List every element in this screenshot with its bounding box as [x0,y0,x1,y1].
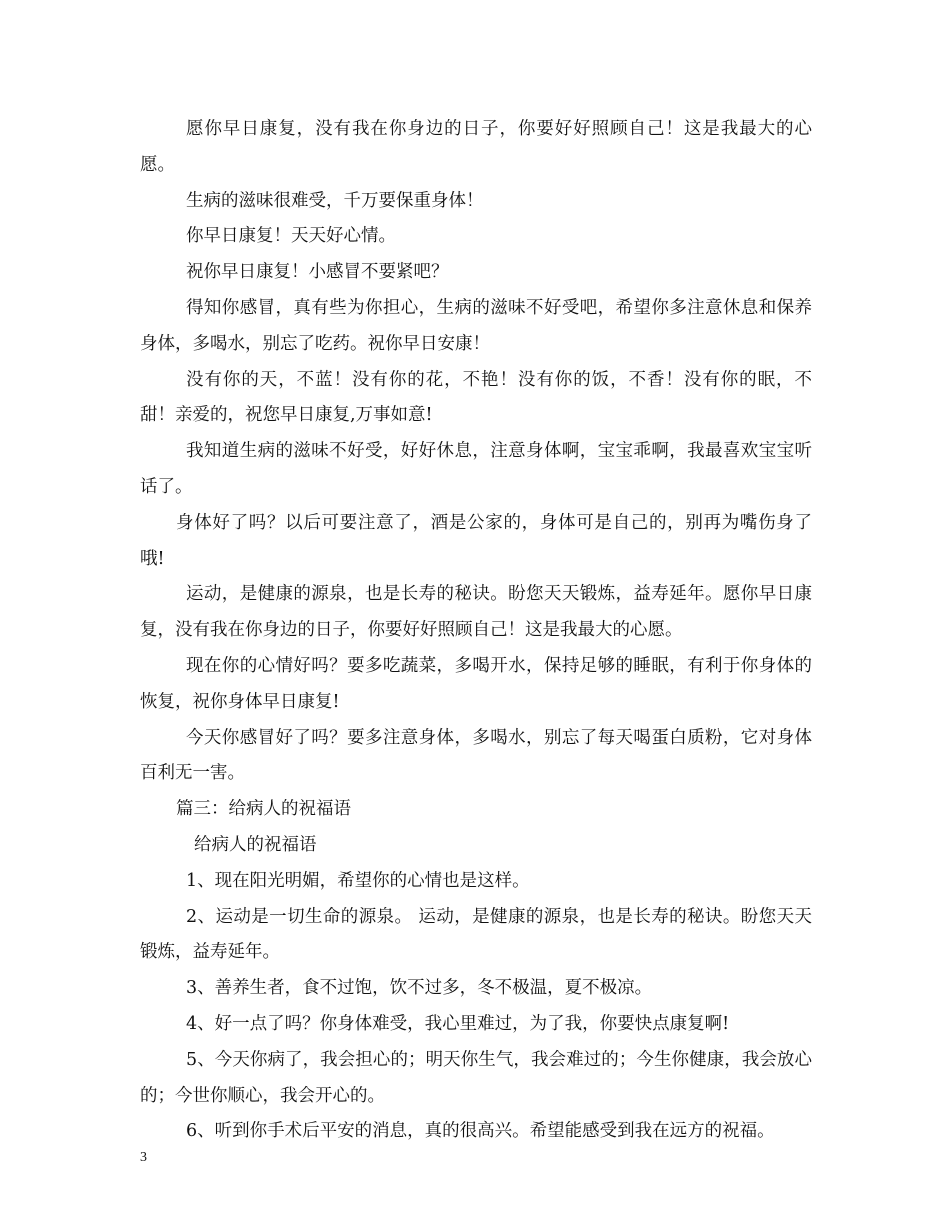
paragraph-5: 得知你感冒，真有些为你担心，生病的滋味不好受吧，希望你多注意休息和保养身体，多喝水，别忘了吃药。祝你早日安康！ [140,297,812,354]
paragraph-2: 生病的滋味很难受，千万要保重身体！ [186,190,484,211]
paragraph-4: 祝你早日康复！小感冒不要紧吧？ [186,262,449,283]
list-item-6: 6、听到你手术后平安的消息，真的很高兴。希望能感受到我在远方的祝福。 [186,1121,775,1142]
paragraph-9: 运动，是健康的源泉，也是长寿的秘诀。盼您天天锻炼，益寿延年。愿你早日康复，没有我在你身边的日子，你要好好照顾自己！这是我最大的心愿。 [140,584,812,641]
paragraph-7: 我知道生病的滋味不好受，好好休息，注意身体啊，宝宝乖啊，我最喜欢宝宝听话了。 [140,441,812,497]
section-title: 给病人的祝福语 [194,834,317,855]
paragraph-11: 今天你感冒好了吗？要多注意身体，多喝水，别忘了每天喝蛋白质粉，它对身体百利无一害。 [140,727,812,784]
list-item-1: 1、现在阳光明媚，希望你的心情也是这样。 [186,870,530,891]
section-heading: 篇三：给病人的祝福语 [176,799,351,820]
paragraph-8: 身体好了吗？以后可要注意了，酒是公家的，身体可是自己的，别再为嘴伤身了哦! [140,512,812,569]
paragraph-3: 你早日康复！天天好心情。 [186,226,396,247]
list-item-4: 4、好一点了吗？你身体难受，我心里难过，为了我，你要快点康复啊! [186,1013,730,1034]
page-number: 3 [140,1150,147,1165]
document-body [140,112,812,1150]
list-item-3: 3、善养生者，食不过饱，饮不过多，冬不极温，夏不极凉。 [186,978,653,999]
paragraph-1: 愿你早日康复，没有我在你身边的日子，你要好好照顾自己！这是我最大的心愿。 [140,119,812,175]
paragraph-10: 现在你的心情好吗？要多吃蔬菜，多喝开水，保持足够的睡眠，有利于你身体的恢复，祝你身体早日康复! [140,655,812,712]
list-item-5: 5、今天你病了，我会担心的；明天你生气，我会难过的；今生你健康，我会放心的；今世你顺心，我会开心的。 [140,1049,812,1106]
paragraph-6: 没有你的天，不蓝！没有你的花，不艳！没有你的饭，不香！没有你的眠，不甜！亲爱的，祝您早日康复,万事如意! [140,369,812,426]
list-item-2: 2、运动是一切生命的源泉。 运动，是健康的源泉，也是长寿的秘诀。盼您天天锻炼，益寿延年。 [140,906,812,963]
